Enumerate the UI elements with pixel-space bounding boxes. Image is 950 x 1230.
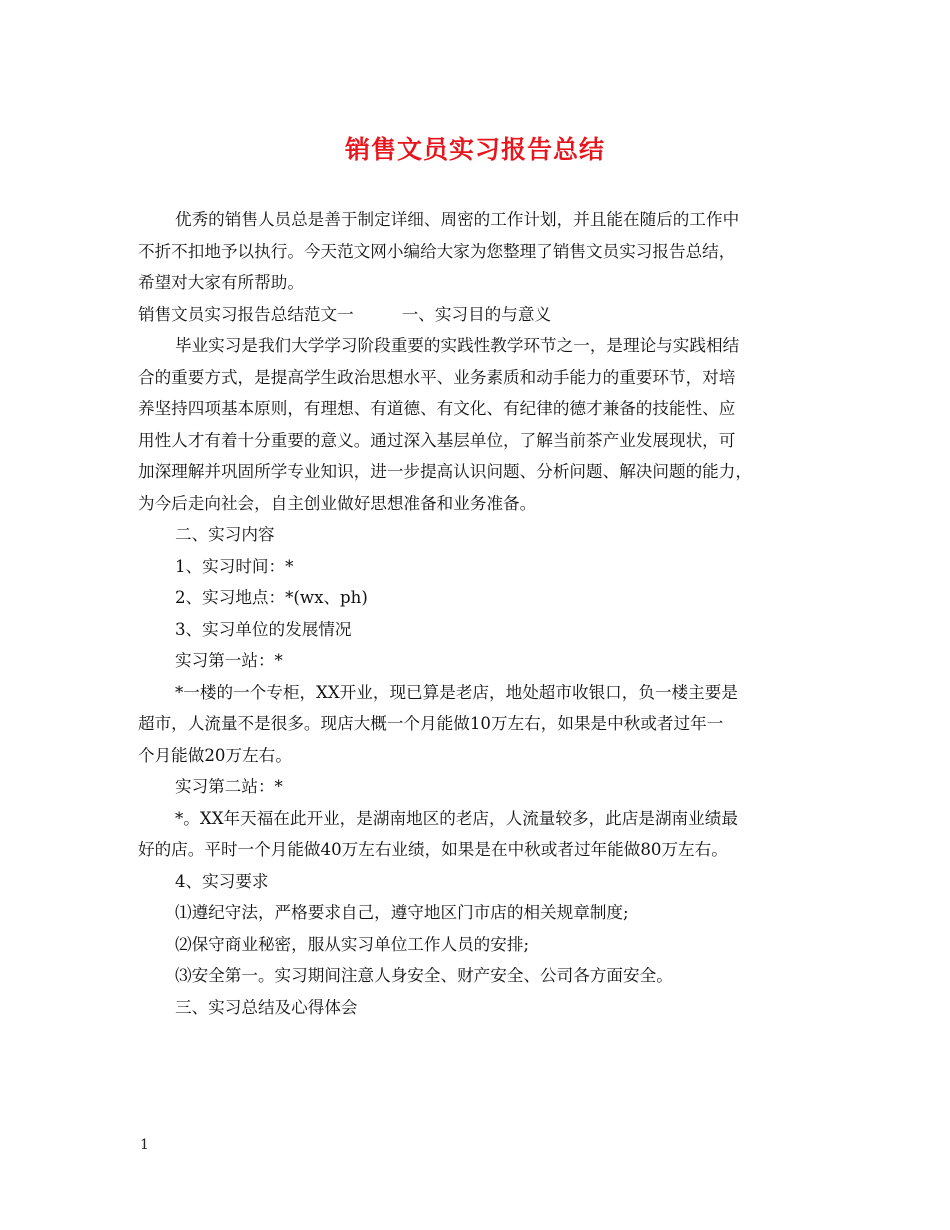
paragraph-line: *一楼的一个专柜，XX开业，现已算是老店，地处超市收银口，负一楼主要是 bbox=[175, 682, 738, 702]
paragraph-line: 为今后走向社会，自主创业做好思想准备和业务准备。 bbox=[138, 493, 537, 513]
subheading: 实习第二站：* bbox=[175, 777, 283, 796]
section-heading: 三、实习总结及心得体会 bbox=[175, 997, 358, 1017]
paragraph-line: 个月能做20万左右。 bbox=[138, 745, 292, 765]
paragraph-line: 合的重要方式，是提高学生政治思想水平、业务素质和动手能力的重要环节，对培 bbox=[138, 367, 736, 387]
paragraph-line: 用性人才有着十分重要的意义。通过深入基层单位，了解当前茶产业发展现状，可 bbox=[138, 430, 736, 450]
section-heading-line bbox=[138, 299, 822, 331]
paragraph-line: 养坚持四项基本原则，有理想、有道德、有文化、有纪律的德才兼备的技能性、应 bbox=[138, 399, 736, 418]
intro-paragraph-line: 希望对大家有所帮助。 bbox=[138, 273, 304, 292]
subheading: 实习第一站：* bbox=[175, 651, 283, 670]
document-title: 销售文员实习报告总结 bbox=[344, 135, 605, 164]
section-heading: 一、实习目的与意义 bbox=[401, 304, 552, 324]
sample-heading: 销售文员实习报告总结范文一 bbox=[138, 304, 354, 324]
document-body bbox=[138, 204, 822, 1023]
paragraph-line: *。XX年天福在此开业，是湖南地区的老店，人流量较多，此店是湖南业绩最 bbox=[175, 808, 738, 828]
intro-paragraph-line: 不折不扣地予以执行。今天范文网小编给大家为您整理了销售文员实习报告总结， bbox=[138, 241, 736, 261]
list-item: 2、实习地点：*(wx、ph) bbox=[175, 588, 368, 607]
list-item: 1、实习时间：* bbox=[175, 556, 294, 576]
list-item: 3、实习单位的发展情况 bbox=[175, 619, 352, 639]
list-item: ⑶安全第一。实习期间注意人身安全、财产安全、公司各方面安全。 bbox=[175, 966, 673, 985]
paragraph-line: 加深理解并巩固所学专业知识，进一步提高认识问题、分析问题、解决问题的能力， bbox=[138, 462, 752, 481]
list-item: 4、实习要求 bbox=[175, 871, 269, 891]
list-item: ⑴遵纪守法，严格要求自己，遵守地区门市店的相关规章制度; bbox=[175, 903, 629, 922]
paragraph-line: 好的店。平时一个月能做40万左右业绩，如果是在中秋或者过年能做80万左右。 bbox=[138, 840, 728, 859]
paragraph-line: 超市，人流量不是很多。现店大概一个月能做10万左右，如果是中秋或者过年一 bbox=[138, 714, 724, 733]
list-item: ⑵保守商业秘密，服从实习单位工作人员的安排; bbox=[175, 934, 530, 954]
section-heading: 二、实习内容 bbox=[175, 525, 275, 544]
intro-paragraph-line: 优秀的销售人员总是善于制定详细、周密的工作计划，并且能在随后的工作中 bbox=[175, 210, 740, 229]
paragraph-line: 毕业实习是我们大学学习阶段重要的实践性教学环节之一，是理论与实践相结 bbox=[175, 336, 740, 355]
page-number: 1 bbox=[140, 1137, 149, 1153]
